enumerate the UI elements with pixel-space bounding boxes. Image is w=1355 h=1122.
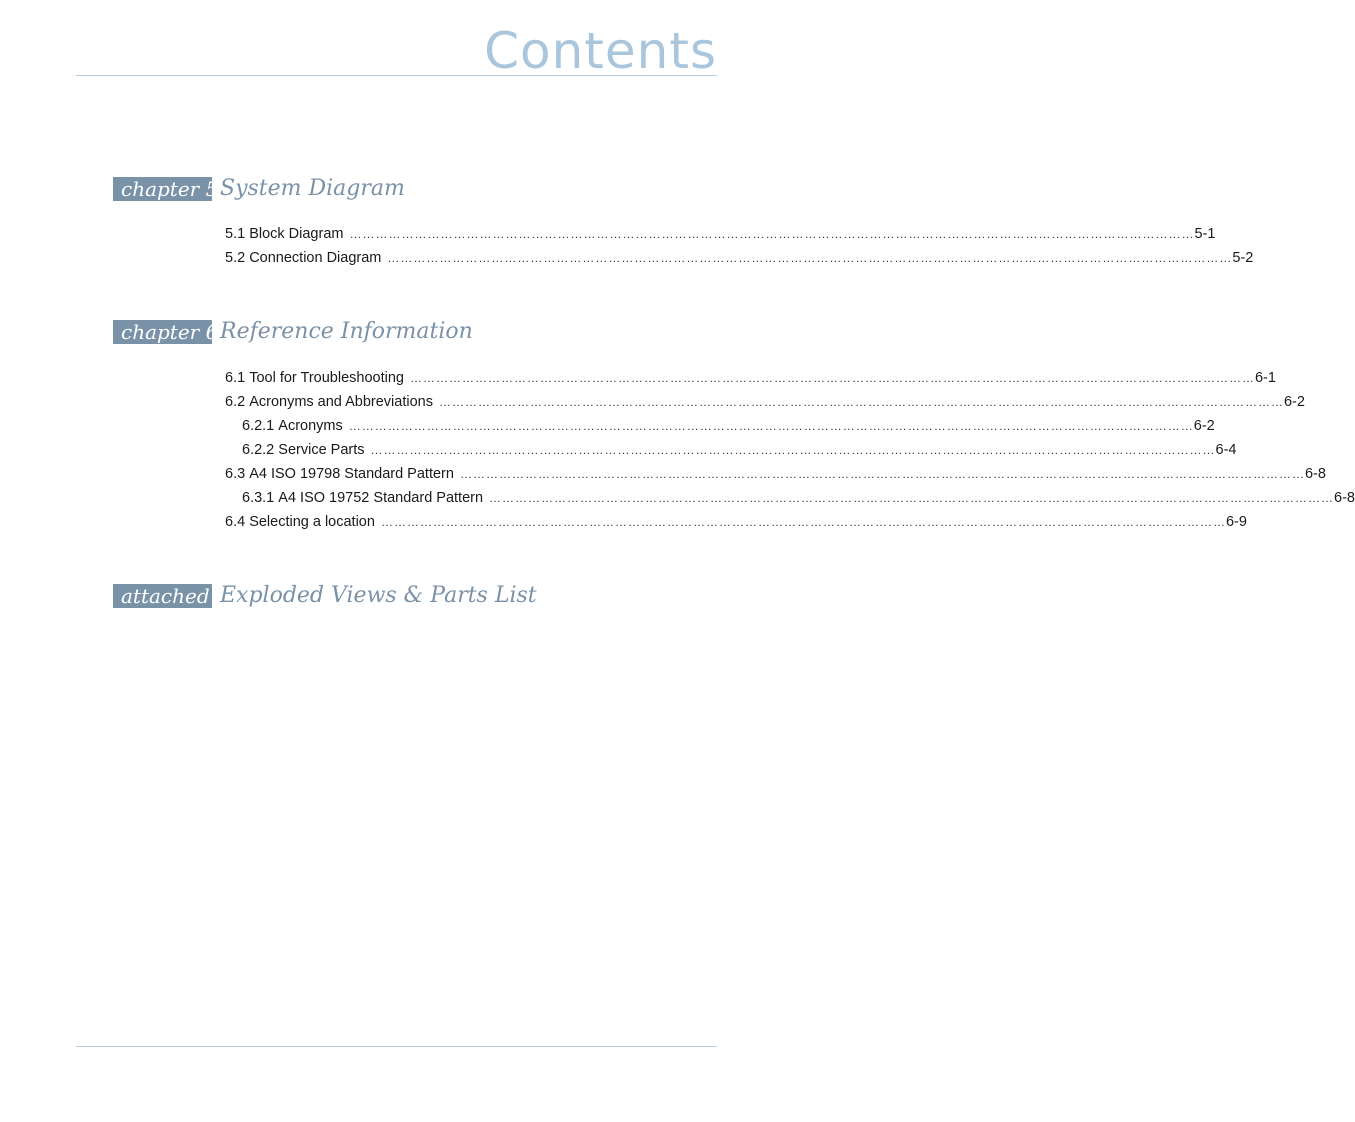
dot-leader: …………………………………………………………………………………………………………………………………………………………………………… [349, 227, 1195, 241]
toc-page-number: 6-8 [1334, 490, 1355, 506]
toc-number: 6.3.1 [242, 490, 279, 506]
toc-label: Tool for Troubleshooting [249, 370, 404, 386]
toc-page-number: 6-2 [1193, 418, 1215, 434]
chapter-header [0, 582, 793, 612]
chapter-title[interactable]: System Diagram [220, 176, 405, 201]
toc-page-number: 5-1 [1194, 226, 1216, 242]
dot-leader: …………………………………………………………………………………………………………………………………………………………………………… [370, 443, 1216, 457]
toc-entry[interactable] [225, 366, 1276, 390]
dot-leader: …………………………………………………………………………………………………………………………………………………………………………… [438, 395, 1284, 409]
dot-leader: …………………………………………………………………………………………………………………………………………………………………………… [459, 467, 1305, 481]
toc-entry[interactable] [225, 462, 1326, 486]
toc-entry[interactable] [225, 510, 1247, 534]
toc-number: 6.2.2 [242, 442, 279, 458]
chapter-title[interactable]: Reference Information [220, 319, 473, 344]
attached-section [0, 582, 793, 612]
toc-entry[interactable] [225, 390, 1305, 414]
toc-page-number: 5-2 [1232, 250, 1254, 266]
toc-page-number: 6-2 [1283, 394, 1305, 410]
chapter-header [0, 175, 793, 205]
toc-page-number: 6-9 [1225, 514, 1247, 530]
dot-leader: …………………………………………………………………………………………………………………………………………………………………………… [409, 371, 1255, 385]
toc-number: 6.1 [225, 370, 250, 386]
footer-divider [76, 1046, 717, 1047]
dot-leader: …………………………………………………………………………………………………………………………………………………………………………… [387, 251, 1233, 265]
toc-label: A4 ISO 19752 Standard Pattern [278, 490, 484, 506]
chapter-6-section [0, 318, 1355, 530]
toc-page-number: 6-8 [1304, 466, 1326, 482]
toc-label: Service Parts [278, 442, 365, 458]
header-divider [76, 75, 717, 76]
chapter-header [0, 318, 793, 348]
toc-number: 6.3 [225, 466, 250, 482]
chapter-tag: chapter 6 [113, 320, 212, 344]
toc-label: Acronyms [278, 418, 343, 434]
toc-label: A4 ISO 19798 Standard Pattern [249, 466, 454, 482]
toc-list [225, 366, 1355, 534]
toc-page-number: 6-1 [1254, 370, 1276, 386]
page-title: Contents [484, 22, 717, 80]
toc-page-number: 6-4 [1215, 442, 1237, 458]
toc-number: 5.1 [225, 226, 250, 242]
chapter-5-section [0, 175, 1254, 266]
toc-subentry[interactable] [225, 438, 1237, 462]
toc-list [225, 222, 1254, 270]
toc-subentry[interactable] [225, 486, 1355, 510]
toc-number: 6.2.1 [242, 418, 279, 434]
chapter-title[interactable]: Exploded Views & Parts List [220, 583, 537, 608]
toc-label: Selecting a location [249, 514, 375, 530]
chapter-tag: attached [113, 584, 212, 608]
toc-entry[interactable] [225, 246, 1254, 270]
toc-label: Acronyms and Abbreviations [249, 394, 433, 410]
dot-leader: …………………………………………………………………………………………………………………………………………………………………………… [348, 419, 1194, 433]
toc-label: Connection Diagram [249, 250, 382, 266]
toc-number: 6.2 [225, 394, 250, 410]
toc-subentry[interactable] [225, 414, 1215, 438]
toc-entry[interactable] [225, 222, 1216, 246]
toc-label: Block Diagram [249, 226, 344, 242]
dot-leader: …………………………………………………………………………………………………………………………………………………………………………… [489, 491, 1335, 505]
toc-number: 6.4 [225, 514, 250, 530]
dot-leader: …………………………………………………………………………………………………………………………………………………………………………… [380, 515, 1226, 529]
chapter-tag: chapter 5 [113, 177, 212, 201]
toc-number: 5.2 [225, 250, 250, 266]
